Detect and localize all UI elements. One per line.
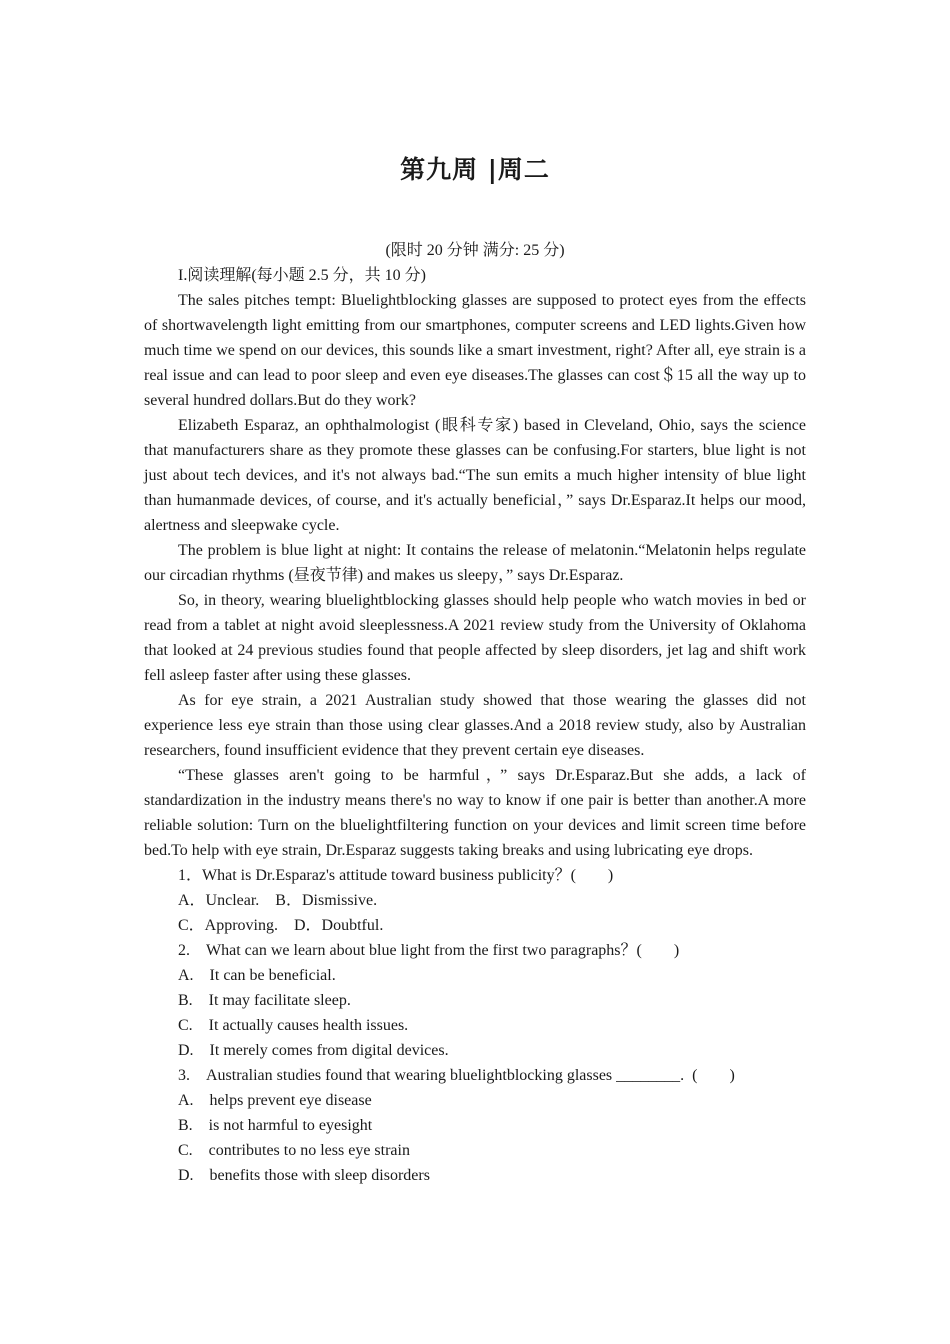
passage-paragraph-3: The problem is blue light at night: It contains the release of melatonin.“Melatonin helps regulate our circadian rhythms (昼夜节律) and makes us sleepy，” says Dr.Esparaz. <box>144 542 806 584</box>
question-3-option-d: D. benefits those with sleep disorders <box>178 1167 430 1184</box>
question-1-stem: 1．What is Dr.Esparaz's attitude toward business publicity？( ) <box>178 867 614 884</box>
passage-paragraph-1: The sales pitches tempt: Bluelightblocking glasses are supposed to protect eyes from the effects of shortwavelength light emitting from our smartphones, computer screens and LED lights.Given how much time we spend on our devices, this sounds like a smart investment, right? After all, eye strain is a real issue and can lead to poor sleep and even eye diseases.The glasses can cost＄15 all the way up to several hundred dollars.But do they work? <box>144 292 806 409</box>
question-2-option-b: B. It may facilitate sleep. <box>178 992 351 1009</box>
question-3-option-b: B. is not harmful to eyesight <box>178 1117 373 1134</box>
passage-paragraph-5: As for eye strain, a 2021 Australian study showed that those wearing the glasses did not experience less eye strain than those using clear glasses.And a 2018 review study, also by Australian researchers, found insufficient evidence that they prevent certain eye diseases. <box>144 692 806 759</box>
passage-paragraph-6: “These glasses aren't going to be harmful，” says Dr.Esparaz.But she adds, a lack of standardization in the industry means there's no way to know if one pair is better than another.A more reliable solution: Turn on the bluelightfiltering function on your devices and limit screen time before bed.To help with eye strain, Dr.Esparaz suggests taking breaks and using lubricating eye drops. <box>144 767 806 859</box>
question-2-option-a: A. It can be beneficial. <box>178 967 336 984</box>
document-body <box>144 238 806 1188</box>
question-1-options-ab: A．Unclear. B．Dismissive. <box>178 892 378 909</box>
section-heading: I.阅读理解(每小题 2.5 分，共 10 分) <box>178 267 426 284</box>
question-1-options-cd: C．Approving. D．Doubtful. <box>178 917 384 934</box>
question-3-stem: 3. Australian studies found that wearing bluelightblocking glasses ________. ( ) <box>178 1067 735 1084</box>
page-title: 第九周 |周二 <box>400 155 550 184</box>
question-2-option-d: D. It merely comes from digital devices. <box>178 1042 449 1059</box>
question-3-option-a: A. helps prevent eye disease <box>178 1092 372 1109</box>
question-2-option-c: C. It actually causes health issues. <box>178 1017 409 1034</box>
passage-paragraph-4: So, in theory, wearing bluelightblocking glasses should help people who watch movies in bed or read from a tablet at night avoid sleeplessness.A 2021 review study from the University of Oklahoma that looked at 24 previous studies found that people affected by sleep disorders, jet lag and shift work fell asleep faster after using these glasses. <box>144 592 806 684</box>
time-limit: (限时 20 分钟 满分: 25 分) <box>385 242 565 259</box>
passage-paragraph-2: Elizabeth Esparaz, an ophthalmologist (眼科专家) based in Cleveland, Ohio, says the science that manufacturers share as they promote these glasses can be confusing.For starters, blue light is not just about tech devices, and it's not always bad.“The sun emits a much higher intensity of blue light than humanmade devices, of course, and it's actually beneficial，” says Dr.Esparaz.It helps our mood, alertness and sleepwake cycle. <box>144 417 806 534</box>
question-2-stem: 2. What can we learn about blue light from the first two paragraphs？( ) <box>178 942 680 959</box>
question-3-option-c: C. contributes to no less eye strain <box>178 1142 410 1159</box>
